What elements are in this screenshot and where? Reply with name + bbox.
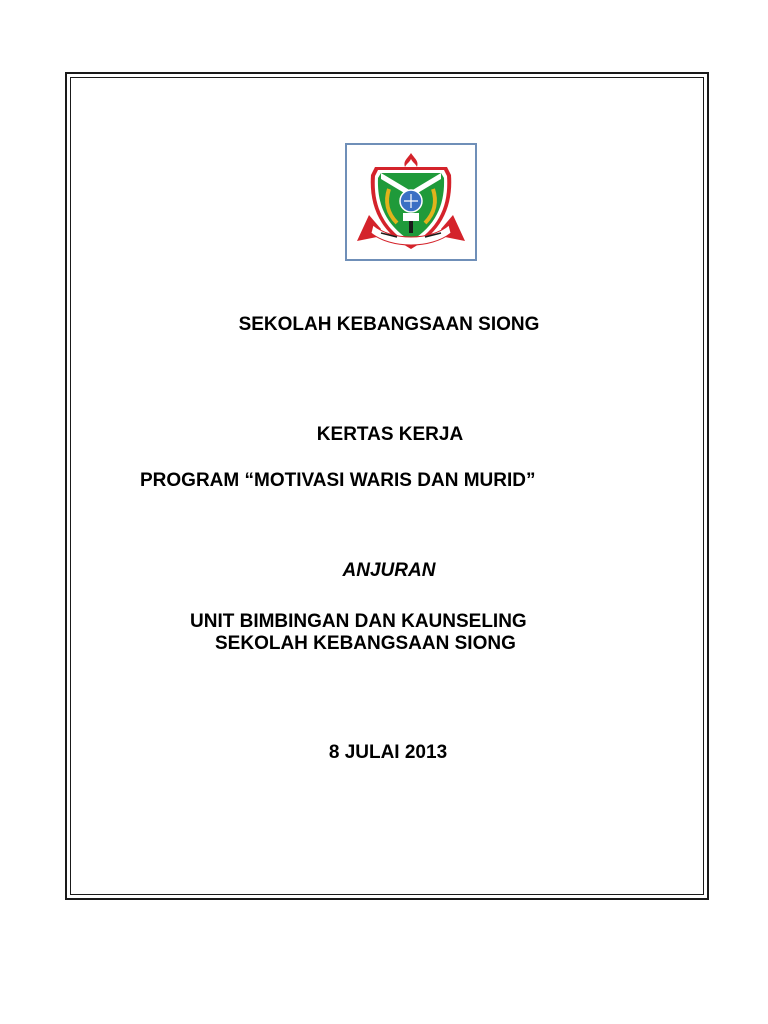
document-type: KERTAS KERJA xyxy=(316,424,464,445)
school-logo xyxy=(345,143,477,261)
organizer-school: SEKOLAH KEBANGSAAN SIONG xyxy=(215,633,516,654)
school-crest-icon xyxy=(347,145,475,259)
organizer-unit: UNIT BIMBINGAN DAN KAUNSELING xyxy=(190,611,527,632)
organized-by-label: ANJURAN xyxy=(342,560,436,581)
program-title: PROGRAM “MOTIVASI WARIS DAN MURID” xyxy=(140,470,536,491)
school-name-heading: SEKOLAH KEBANGSAAN SIONG xyxy=(238,314,540,335)
document-date: 8 JULAI 2013 xyxy=(328,742,448,763)
